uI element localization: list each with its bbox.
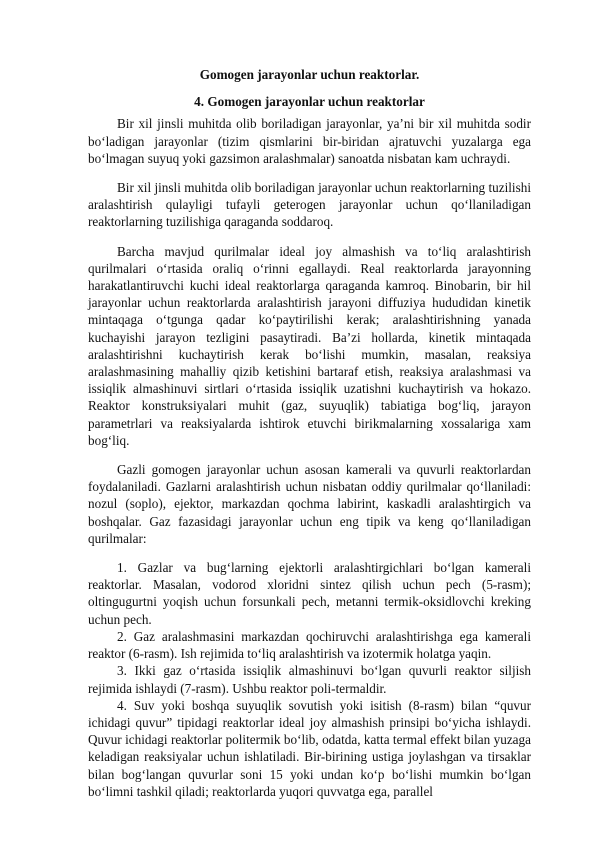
list-item-centrifugal-reactor: 2. Gaz aralashmasini markazdan qochiruvchi aralashtirishga ega kamerali reaktor (6-rasm). Ish rejimida to‘liq aralashtirish va izotermik holatga yaqin. bbox=[88, 628, 531, 662]
list-item-chamber-reactors: 1. Gazlar va bug‘larning ejektorli aralashtirgichlari bo‘lgan kamerali reaktorlar. Masalan, vodorod xloridni sintez qilish uchun pech (5-rasm); oltingugurtni yoqish uchun forsunkali pech, metanni termik-oksidlovchi kreking uchun pech. bbox=[88, 560, 531, 627]
document-title: Gomogen jarayonlar uchun reaktorlar. bbox=[199, 67, 420, 82]
paragraph-structure: Bir xil jinsli muhitda olib boriladigan jarayonlar uchun reaktorlarning tuzilishi aralashtirish qulayligi tufayli geterogen jarayonlar uchun qo‘llaniladigan reaktorlarning tuzilishiga qaraganda soddaroq. bbox=[88, 180, 531, 230]
list-item-tubular-reactor: 3. Ikki gaz o‘rtasida issiqlik almashinuvi bo‘lgan quvurli reaktor siljish rejimida ishlaydi (7-rasm). Ushbu reaktor poli-termaldir. bbox=[88, 663, 531, 696]
paragraph-gas-reactors: Gazli gomogen jarayonlar uchun asosan kamerali va quvurli reaktorlardan foydalaniladi. Gazlarni aralashtirish uchun nisbatan oddiy qurilmalar qo‘llaniladi: nozul (soplo), ejektor, markazdan qochma labirint, kaskadli aralashtirgich va boshqalar. Gaz fazasidagi jarayonlar uchun eng tipik va keng qo‘llaniladigan qurilmalar: bbox=[88, 462, 531, 546]
paragraph-intro: Bir xil jinsli muhitda olib boriladigan jarayonlar, ya’ni bir xil muhitda sodir bo‘ladigan jarayonlar (tizim qismlarini bir-biridan ajratuvchi yuzalarga ega bo‘lmagan suyuq yoki gazsimon aralashmalar) sanoatda nisbatan kam uchraydi. bbox=[88, 116, 531, 166]
paragraph-real-reactors: Barcha mavjud qurilmalar ideal joy almashish va to‘liq aralashtirish qurilmalari o‘rtasida oraliq o‘rinni egallaydi. Real reaktorlarda jarayonning harakatlantiruvchi kuchi ideal reaktorlarga qaraganda kamroq. Binobarin, bir hil jarayonlar uchun reaktorlarda aralashtirish jarayoni diffuziya hududidan kinetik mintaqaga o‘tgunga qadar ko‘paytirilishi kerak; aralashtirishning yanada kuchayishi jarayon tezligini pasaytiradi. Ba’zi hollarda, kinetik mintaqada aralashtirishni kuchaytirish kerak bo‘lishi mumkin, masalan, reaksiya aralashmasining mahalliy qizib ketishini bartaraf etish, reaksiya aralashmasi va issiqlik almashinuvi sirtlari o‘rtasida issiqlik uzatishni kuchaytirish va hokazo. Reaktor konstruksiyalari muhit (gaz, suyuqlik) tabiatiga bog‘liq, jarayon parametrlari va reaksiyalarda ishtirok etuvchi birikmalarning xossalariga xam bog‘liq. bbox=[88, 243, 531, 448]
section-heading: 4. Gomogen jarayonlar uchun reaktorlar bbox=[194, 94, 425, 110]
document-page bbox=[88, 66, 531, 800]
list-item-pipe-in-pipe-reactor: 4. Suv yoki boshqa suyuqlik sovutish yoki isitish (8-rasm) bilan “quvur ichidagi quvur” tipidagi reaktorlar ideal joy almashish prinsipi bo‘yicha ishlaydi. Quvur ichidagi reaktorlar politermik bo‘lib, odatda, katta termal effekt bilan yuzaga keladigan reaksiyalar uchun ishlatiladi. Bir-birining ustiga joylashgan va tirsaklar bilan bog‘langan quvurlar soni 15 yoki undan ko‘p bo‘lishi mumkin bo‘lgan bo‘limni tashkil qiladi; reaktorlarda yuqori quvvatga ega, parallel bbox=[88, 697, 531, 799]
